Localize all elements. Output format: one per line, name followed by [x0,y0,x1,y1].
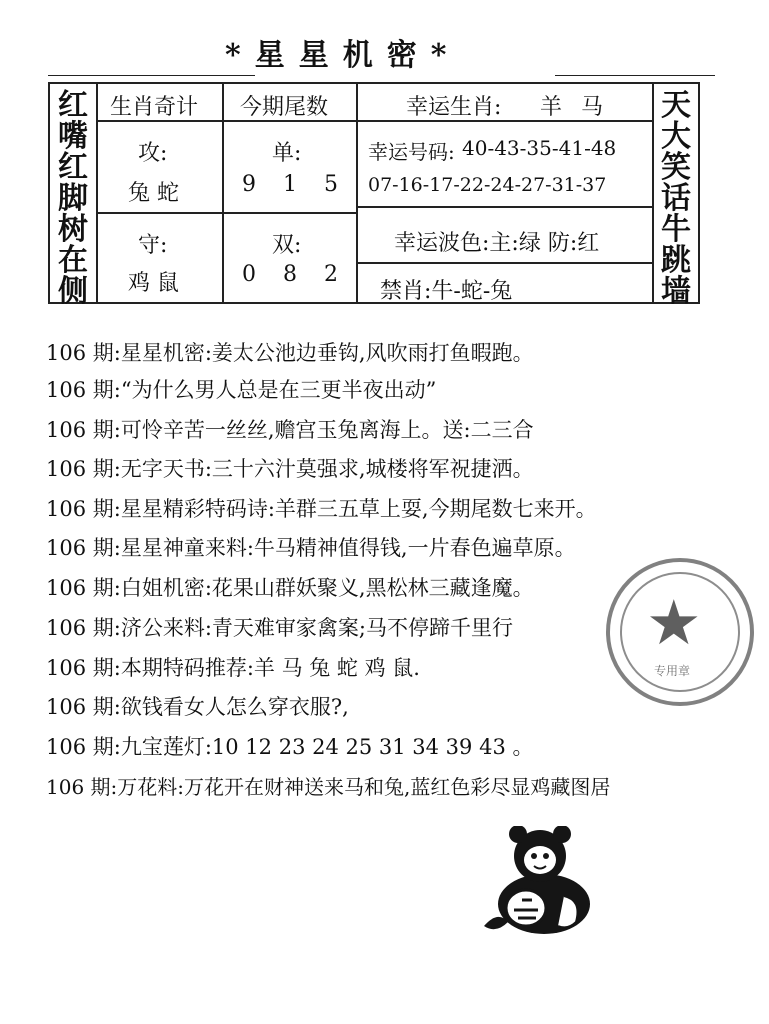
prediction-line: 106 期:星星机密:姜太公池边垂钩,风吹雨打鱼暇跑。 [46,341,534,365]
double-numbers: 0 8 2 [242,262,348,287]
left-side-slogan: 红嘴红脚树在侧 [58,88,88,309]
grid-divider [96,84,98,302]
single-numbers: 9 1 5 [242,172,348,197]
prediction-line: 106 期:无字天书:三十六汁莫强求,城楼将军祝捷洒。 [46,457,534,481]
page-title: *星星机密* [225,38,461,73]
official-stamp [606,558,754,706]
mascot-figure-icon [478,826,604,938]
prediction-line: 106 期:万花料:万花开在财神送来马和兔,蓝红色彩尽显鸡藏图居 [46,775,611,799]
lucky-zodiac-label: 幸运生肖: [406,95,502,120]
lucky-zodiac-value: 羊 马 [540,95,609,120]
header-rule-right [555,75,715,76]
header-rule-left [48,75,255,76]
prediction-line: 106 期:星星精彩特码诗:羊群三五草上耍,今期尾数七来开。 [46,497,597,521]
prediction-line: 106 期:九宝莲灯:10 12 23 24 25 31 34 39 43 。 [46,735,534,759]
grid-divider [96,212,356,214]
lucky-numbers-line-2: 07-16-17-22-24-27-31-37 [368,174,607,196]
info-grid [48,82,700,309]
defend-label: 守: [138,233,168,258]
prediction-line: 106 期:可怜辛苦一丝丝,赡宫玉兔离海上。送:二三合 [46,418,534,442]
lucky-color: 幸运波色:主:绿 防:红 [394,231,600,256]
defend-zodiac: 鸡 鼠 [128,271,179,296]
single-label: 单: [272,141,302,166]
prediction-line: 106 期:“为什么男人总是在三更半夜出动” [46,378,437,402]
banned-zodiac: 禁肖:牛-蛇-兔 [380,279,513,304]
lucky-numbers-label: 幸运号码: [368,140,455,164]
prediction-line: 106 期:济公来料:青天难审家禽案;马不停蹄千里行 [46,616,513,640]
right-side-slogan: 天大笑话牛跳墙 [661,88,691,309]
prediction-line: 106 期:本期特码推荐:羊 马 兔 蛇 鸡 鼠. [46,656,420,680]
lucky-numbers-line-1: 40-43-35-41-48 [462,136,617,160]
prediction-line: 106 期:白姐机密:花果山群妖聚义,黑松林三藏逢魔。 [46,576,534,600]
star-icon: ★ [646,586,702,659]
prediction-line: 106 期:星星神童来料:牛马精神值得钱,一片春色遍草原。 [46,536,576,560]
grid-divider [222,84,224,302]
col-zodiac-header: 生肖奇计 [110,95,199,120]
grid-divider [356,84,358,302]
col-tail-header: 今期尾数 [240,95,329,120]
stamp-label: 专用章 [654,664,691,678]
grid-divider [356,206,654,208]
grid-divider [652,84,654,302]
grid-divider [356,262,654,264]
attack-label: 攻: [138,141,168,166]
double-label: 双: [272,233,302,258]
prediction-line: 106 期:欲钱看女人怎么穿衣服?, [46,695,349,719]
attack-zodiac: 兔 蛇 [128,181,179,206]
